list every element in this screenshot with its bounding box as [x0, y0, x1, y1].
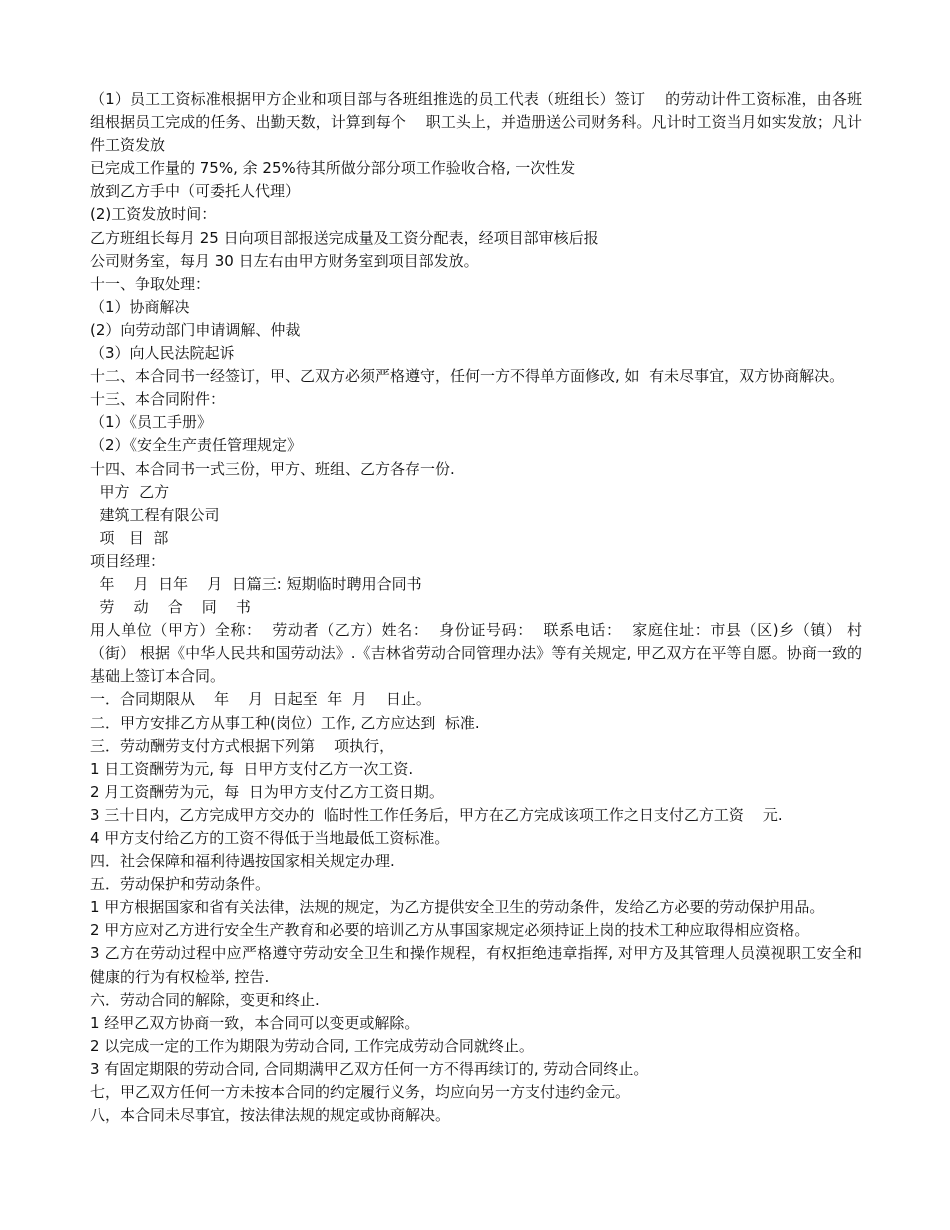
signature-project-dept: 项 目 部 [90, 528, 169, 547]
protection-item-conditions: 1 甲方根据国家和省有关法律，法规的规定，为乙方提供安全卫生的劳动条件，发给乙方必要的劳动保护用品。 [90, 898, 825, 917]
clause-social-security: 四．社会保障和福利待遇按国家相关规定办理. [90, 852, 395, 871]
clause-labor-protection: 五．劳动保护和劳动条件。 [90, 875, 271, 894]
clause-job-assignment: 二．甲方安排乙方从事工种(岗位）工作, 乙方应达到 标准. [90, 713, 480, 732]
paragraph-monthly-report: 乙方班组长每月 25 日向项目部报送完成量及工资分配表，经项目部审核后报 [90, 228, 599, 247]
clause-termination: 六．劳动合同的解除，变更和终止. [90, 990, 320, 1009]
paragraph-wage-standard: （1）员工工资标准根据甲方企业和项目部与各班组推选的员工代表（班组长）签订 的劳动计件工资标准，由各班组根据员工完成的任务、出勤天数，计算到每个 职工头上，并造册送公司财务科。凡计时工资当月如实发放；凡计件工资发放 [90, 90, 862, 155]
paragraph-completed-workload: 已完成工作量的 75%, 余 25%待其所做分部分项工作验收合格, 一次性发 [90, 159, 576, 178]
paragraph-payout-recipient: 放到乙方手中（可委托人代理） [90, 182, 301, 201]
termination-item-mutual: 1 经甲乙双方协商一致，本合同可以变更或解除。 [90, 1013, 420, 1032]
signature-company: 建筑工程有限公司 [90, 505, 220, 524]
heading-dispute-handling: 十一、争取处理： [90, 274, 211, 293]
clause-payment-method: 三．劳动酬劳支付方式根据下列第 项执行， [90, 736, 395, 755]
protection-item-compliance: 3 乙方在劳动过程中应严格遵守劳动安全卫生和操作规程，有权拒绝违章指挥, 对甲方及其管理人员漠视职工安全和健康的行为有权检举, 控告. [90, 944, 862, 986]
clause-unresolved-matters: 八，本合同未尽事宜，按法律法规的规定或协商解决。 [90, 1106, 451, 1125]
payment-item-monthly: 2 月工资酬劳为元，每 日为甲方支付乙方工资日期。 [90, 782, 444, 801]
date-and-part-three-title: 年 月 日年 月 日篇三: 短期临时聘用合同书 [90, 574, 422, 593]
paragraph-finance-payout: 公司财务室，每月 30 日左右由甲方财务室到项目部发放。 [90, 251, 479, 270]
paragraph-parties-info: 用人单位（甲方）全称： 劳动者（乙方）姓名： 身份证号码： 联系电话： 家庭住址：市县（区)乡（镇） 村（街） 根据《中华人民共和国劳动法》.《吉林省劳动合同管理办法》等有关规定, 甲乙双方在平等自愿。协商一致的基础上签订本合同。 [90, 621, 862, 686]
document-body [90, 88, 862, 1127]
termination-item-task-completion: 2 以完成一定的工作为期限为劳动合同, 工作完成劳动合同就终止。 [90, 1036, 534, 1055]
list-item-safety-rules: （2）《安全生产责任管理规定》 [90, 436, 303, 455]
heading-payment-time: (2)工资发放时间： [90, 205, 217, 224]
list-item-employee-handbook: （1）《员工手册》 [90, 413, 213, 432]
signature-project-manager: 项目经理： [90, 551, 166, 570]
list-item-mediation: (2）向劳动部门申请调解、仲裁 [90, 320, 301, 339]
paragraph-binding-contract: 十二、本合同书一经签订，甲、乙双方必须严格遵守，任何一方不得单方面修改, 如 有未尽事宜，双方协商解决。 [90, 367, 845, 386]
clause-term: 一．合同期限从 年 月 日起至 年 月 日止。 [90, 690, 431, 709]
contract-title: 劳 动 合 同 书 [90, 598, 251, 617]
termination-item-fixed-term: 3 有固定期限的劳动合同, 合同期满甲乙双方任何一方不得再续订的, 劳动合同终止。 [90, 1059, 649, 1078]
protection-item-training: 2 甲方应对乙方进行安全生产教育和必要的培训乙方从事国家规定必须持证上岗的技术工种应取得相应资格。 [90, 921, 810, 940]
heading-attachments: 十三、本合同附件： [90, 390, 226, 409]
payment-item-minimum-wage: 4 甲方支付给乙方的工资不得低于当地最低工资标准。 [90, 829, 450, 847]
payment-item-daily: 1 日工资酬劳为元, 每 日甲方支付乙方一次工资. [90, 759, 414, 778]
list-item-negotiation: （1）协商解决 [90, 297, 190, 316]
list-item-lawsuit: （3）向人民法院起诉 [90, 344, 235, 363]
payment-item-temporary: 3 三十日内，乙方完成甲方交办的 临时性工作任务后，甲方在乙方完成该项工作之日支付乙方工资 元. [90, 805, 783, 824]
clause-breach: 七，甲乙双方任何一方未按本合同的约定履行义务，均应向另一方支付违约金元。 [90, 1083, 631, 1102]
paragraph-copies: 十四、本合同书一式三份，甲方、班组、乙方各存一份. [90, 459, 455, 478]
signature-parties: 甲方 乙方 [90, 482, 170, 501]
